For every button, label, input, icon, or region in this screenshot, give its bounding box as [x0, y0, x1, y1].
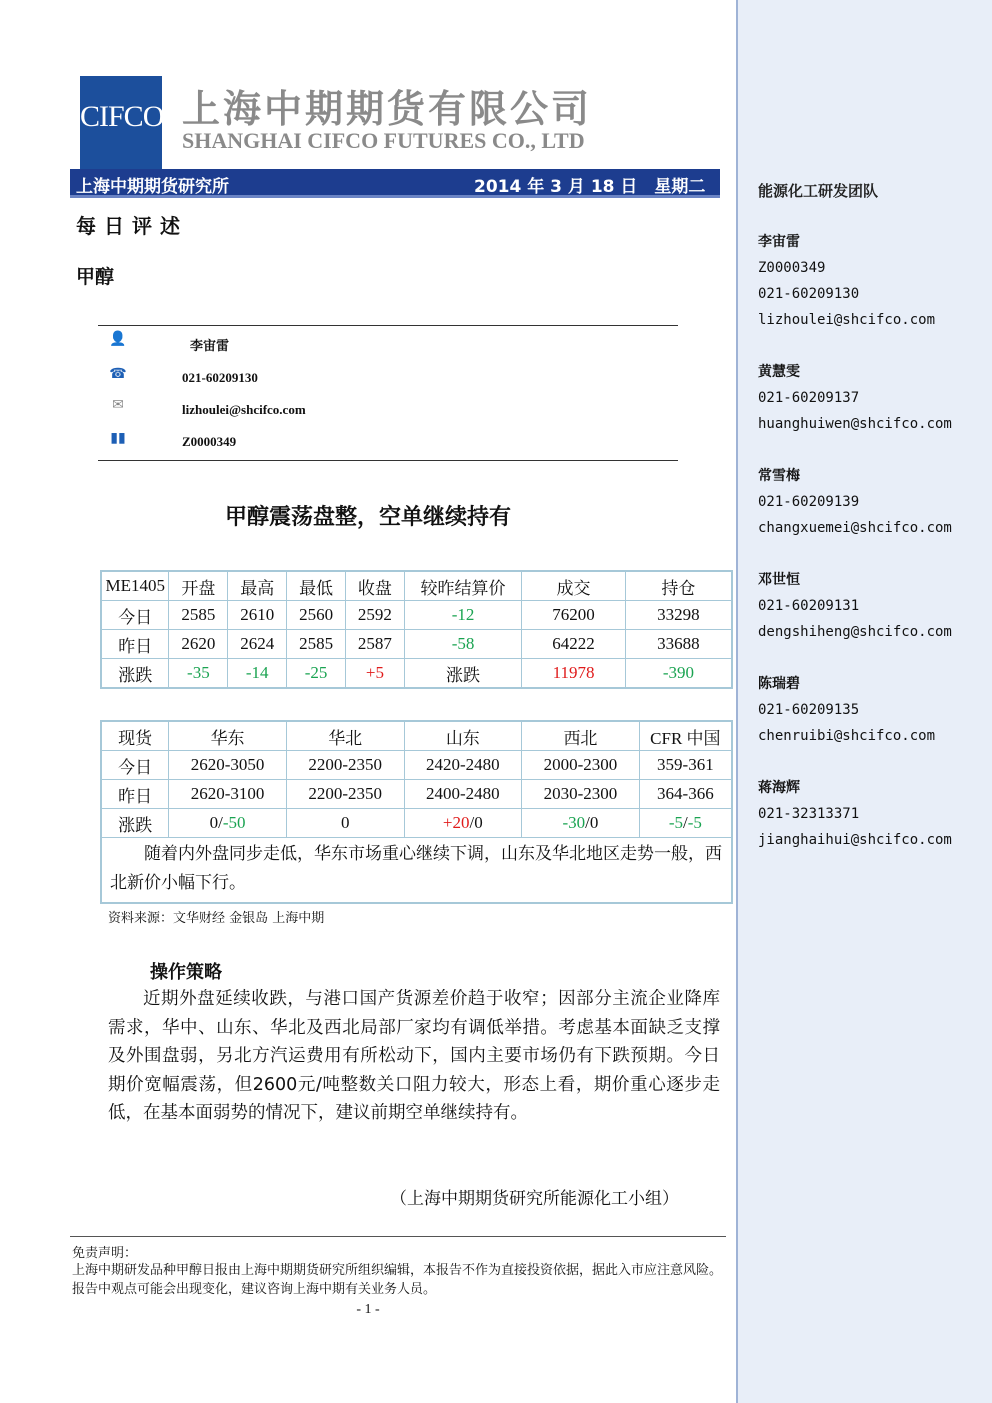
change-part: /0 [585, 813, 599, 832]
table-cell: 涨跌 [101, 809, 169, 838]
table-cell: 2592 [345, 601, 404, 630]
sidebar-member [758, 359, 952, 437]
table-cell: 2200-2350 [286, 780, 404, 809]
sidebar-member [758, 775, 952, 853]
table-cell: 33298 [625, 601, 732, 630]
table-cell: 2420-2480 [404, 751, 522, 780]
change-part: -5 [668, 813, 683, 832]
person-icon: 👤 [109, 331, 127, 347]
strategy-body: 近期外盘延续收跌，与港口国产货源差价趋于收窄；因部分主流企业降库需求，华中、山东、华北及西北局部厂家均有调低举措。考虑基本面缺乏支撑及外围盘弱，另北方汽运费用有所松动下，国内主要市场仍有下跌预期。今日期价宽幅震荡，但2600元/吨整数关口阻力较大，形态上看，期价重心逐步走低，在基本面弱势的情况下，建议前期空单继续持有。 [108, 989, 720, 1123]
table-cell: 2000-2300 [522, 751, 640, 780]
table-cell: -12 [404, 601, 521, 630]
phone-icon: ☎ [109, 366, 127, 382]
header-cell: 华东 [169, 721, 287, 751]
author-name: 李宙雷 [190, 339, 230, 354]
sidebar-member [758, 229, 935, 333]
footer-divider [70, 1236, 726, 1237]
change-part: -30 [562, 813, 586, 832]
product-title: 甲醇 [76, 266, 115, 288]
table-cell: 0 [286, 809, 404, 838]
disclaimer-title: 免责声明： [72, 1246, 138, 1261]
signature: （上海中期期货研究所能源化工小组） [390, 1189, 679, 1209]
table-cell: -58 [404, 630, 521, 659]
mail-icon: ✉ [112, 397, 124, 413]
member-email[interactable]: changxuemei@shcifco.com [758, 520, 952, 536]
futures-table [100, 570, 733, 689]
company-name-en: SHANGHAI CIFCO FUTURES CO., LTD [182, 128, 585, 153]
strategy-title: 操作策略 [150, 962, 222, 983]
table-cell: 2585 [287, 630, 346, 659]
table-row [101, 630, 732, 659]
table-cell: 2620-3050 [169, 751, 287, 780]
table-row [101, 659, 732, 689]
header-cell: 较昨结算价 [404, 571, 521, 601]
table-header-row [101, 571, 732, 601]
table-header-row [101, 721, 732, 751]
table-row [101, 809, 732, 838]
member-name: 邓世恒 [758, 572, 800, 588]
header-cell: 成交 [522, 571, 626, 601]
page-number: - 1 - [356, 1302, 380, 1317]
member-phone: 021-60209130 [758, 286, 860, 302]
table-cell: 今日 [101, 601, 169, 630]
table-row [101, 601, 732, 630]
disclaimer-body: 上海中期研发品种甲醇日报由上海中期期货研究所组织编辑，本报告不作为直接投资依据，据此入市应注意风险。报告中观点可能会出现变化，建议咨询上海中期有关业务人员。 [72, 1263, 723, 1297]
author-phone: 021-60209130 [182, 370, 258, 385]
table-cell: 33688 [625, 630, 732, 659]
member-phone: 021-60209131 [758, 598, 860, 614]
change-part: +20 [442, 813, 470, 832]
table-cell: 2587 [345, 630, 404, 659]
header-cell: 开盘 [169, 571, 228, 601]
member-email[interactable]: jianghaihui@shcifco.com [758, 832, 952, 848]
change-part: -50 [222, 813, 246, 832]
table-cell [404, 809, 522, 838]
headline: 甲醇震荡盘整，空单继续持有 [224, 505, 511, 530]
table-cell: 昨日 [101, 780, 169, 809]
author-license: Z0000349 [182, 434, 237, 449]
table-cell [639, 809, 732, 838]
table-cell: 2620 [169, 630, 228, 659]
institute-name: 上海中期期货研究所 [76, 177, 229, 197]
table-cell: -14 [228, 659, 287, 689]
table-cell: 涨跌 [404, 659, 521, 689]
sidebar-member [758, 463, 952, 541]
table-cell: 2400-2480 [404, 780, 522, 809]
table-cell [522, 809, 640, 838]
member-phone: 021-60209137 [758, 390, 860, 406]
table-cell: +5 [345, 659, 404, 689]
member-name: 陈瑞碧 [758, 676, 800, 692]
member-email[interactable]: chenruibi@shcifco.com [758, 728, 936, 744]
company-name-cn: 上海中期期货有限公司 [182, 87, 593, 131]
member-email[interactable]: huanghuiwen@shcifco.com [758, 416, 952, 432]
author-email[interactable]: lizhoulei@shcifco.com [182, 402, 306, 417]
header-cell: 最高 [228, 571, 287, 601]
header-cell: ME1405 [101, 571, 169, 601]
table-cell: 2200-2350 [286, 751, 404, 780]
header-cell: 持仓 [625, 571, 732, 601]
report-date: 2014 年 3 月 18 日 星期二 [474, 177, 706, 197]
table-row [101, 780, 732, 809]
table-cell: 2610 [228, 601, 287, 630]
table-cell: -25 [287, 659, 346, 689]
sidebar-member [758, 567, 952, 645]
change-part: -5 [687, 813, 702, 832]
table-cell: 2030-2300 [522, 780, 640, 809]
member-email[interactable]: lizhoulei@shcifco.com [758, 312, 936, 328]
member-name: 李宙雷 [758, 234, 800, 250]
table-cell: 2585 [169, 601, 228, 630]
member-name: 蒋海辉 [758, 780, 800, 796]
member-phone: 021-60209135 [758, 702, 860, 718]
table-cell: 今日 [101, 751, 169, 780]
member-name: 常雪梅 [758, 468, 800, 484]
member-name: 黄慧雯 [758, 364, 800, 380]
table-cell: 64222 [522, 630, 626, 659]
header-cell: 现货 [101, 721, 169, 751]
member-id: Z0000349 [758, 260, 826, 276]
table-cell: 昨日 [101, 630, 169, 659]
sidebar-title: 能源化工研发团队 [758, 182, 879, 200]
data-source: 资料来源：文华财经 金银岛 上海中期 [108, 911, 325, 926]
spot-table [100, 720, 733, 904]
table-row [101, 751, 732, 780]
table-cell [169, 809, 287, 838]
header-cell: CFR 中国 [639, 721, 732, 751]
member-email[interactable]: dengshiheng@shcifco.com [758, 624, 952, 640]
chart-icon: ▮▮ [110, 430, 126, 446]
table-row [101, 838, 732, 904]
section-title: 每日评述 [76, 214, 188, 238]
table-cell: 364-366 [639, 780, 732, 809]
table-cell: 11978 [522, 659, 626, 689]
logo-mark: CIFCO [80, 100, 164, 133]
table-cell: 2560 [287, 601, 346, 630]
spot-note: 随着内外盘同步走低，华东市场重心继续下调，山东及华北地区走势一般，西北新价小幅下行。 [101, 838, 732, 904]
table-cell: -390 [625, 659, 732, 689]
header-cell: 华北 [286, 721, 404, 751]
table-cell: 76200 [522, 601, 626, 630]
header-cell: 收盘 [345, 571, 404, 601]
member-phone: 021-60209139 [758, 494, 860, 510]
sidebar-member [758, 671, 935, 749]
header-cell: 山东 [404, 721, 522, 751]
change-part: /0 [469, 813, 483, 832]
table-cell: 2620-3100 [169, 780, 287, 809]
header-cell: 西北 [522, 721, 640, 751]
change-part: 0/ [209, 813, 223, 832]
table-cell: 涨跌 [101, 659, 169, 689]
change-part: / [683, 813, 688, 832]
member-phone: 021-32313371 [758, 806, 860, 822]
table-cell: 359-361 [639, 751, 732, 780]
header-cell: 最低 [287, 571, 346, 601]
table-cell: 2624 [228, 630, 287, 659]
table-cell: -35 [169, 659, 228, 689]
